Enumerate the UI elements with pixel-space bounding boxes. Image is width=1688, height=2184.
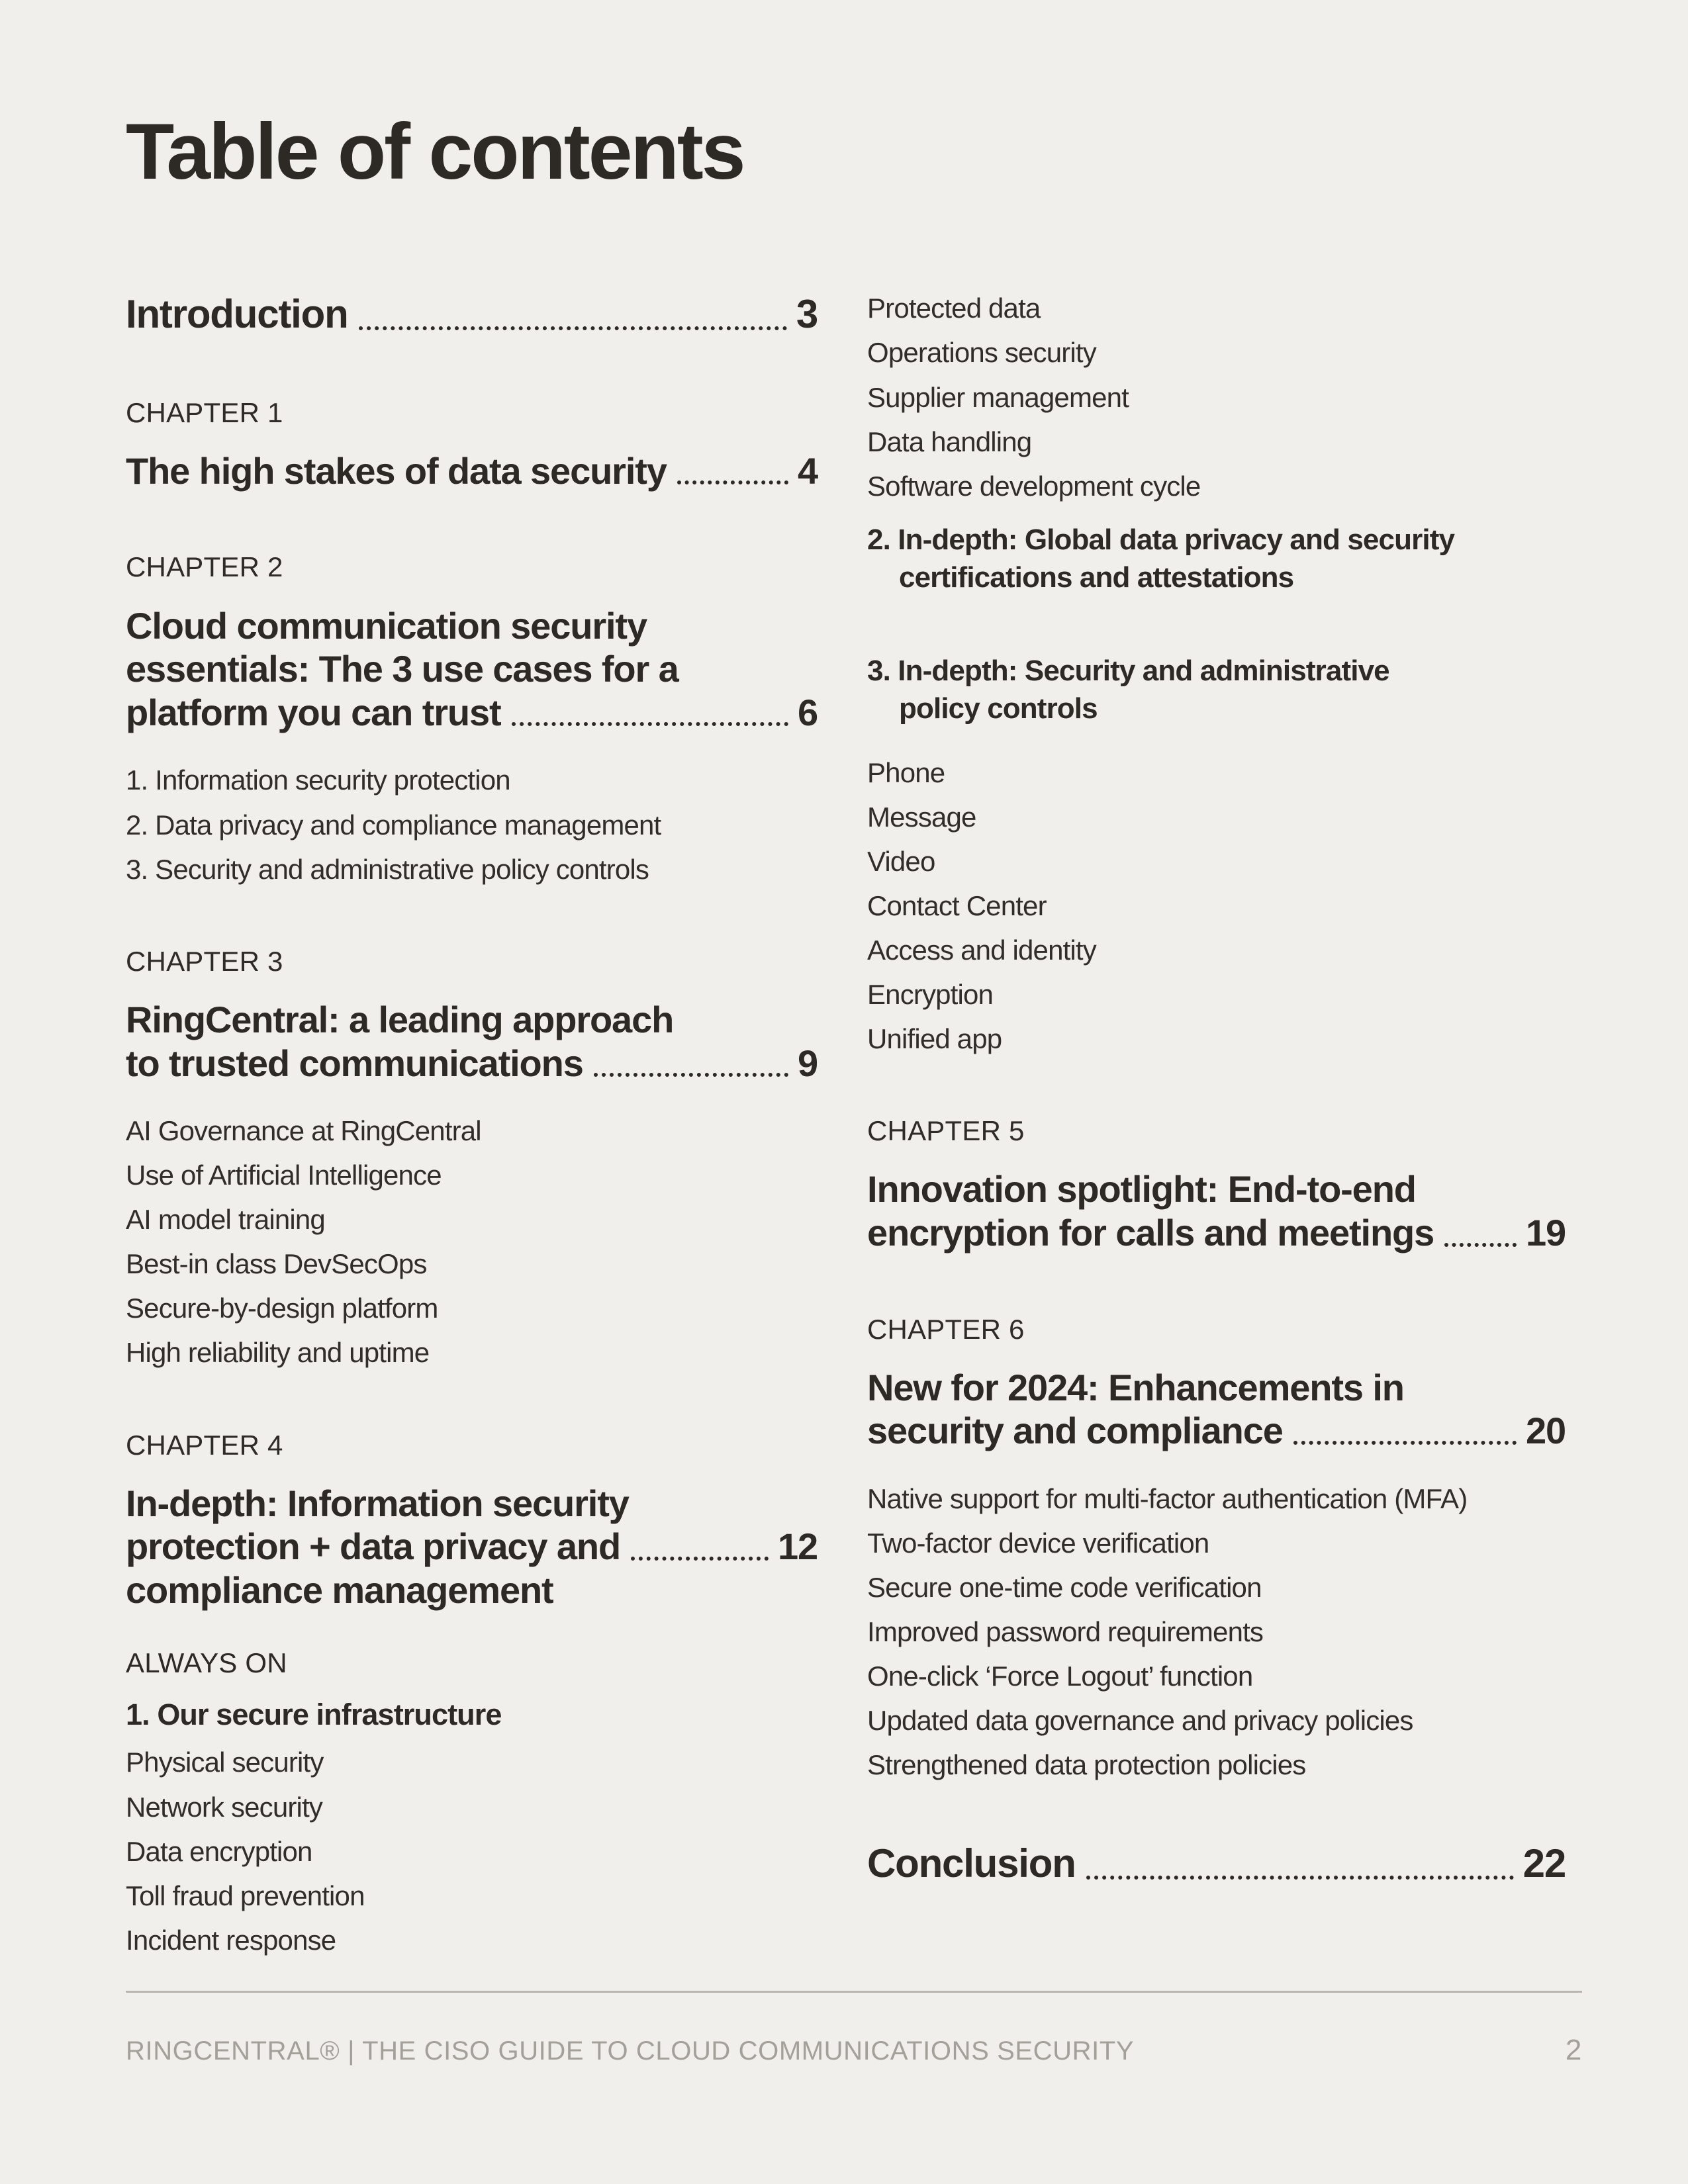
toc-subitem: Best-in class DevSecOps bbox=[126, 1248, 427, 1280]
dot-leader bbox=[1293, 1441, 1517, 1445]
chapter3-subitems bbox=[126, 1114, 818, 1370]
bold-line1: 2. In-depth: Global data privacy and security bbox=[867, 523, 1455, 556]
always-on-kicker: ALWAYS ON bbox=[126, 1647, 287, 1679]
toc-columns bbox=[126, 291, 1566, 1967]
toc-entry-conclusion[interactable] bbox=[867, 1841, 1566, 1887]
toc-entry-label: Conclusion bbox=[867, 1841, 1076, 1886]
toc-subitem: 2. Data privacy and compliance management bbox=[126, 809, 661, 841]
chapter3-kicker: CHAPTER 3 bbox=[126, 945, 283, 977]
toc-subitem: One-click ‘Force Logout’ function bbox=[867, 1661, 1253, 1692]
chapter6-subitems bbox=[867, 1482, 1566, 1783]
bold-line2: certifications and attestations bbox=[899, 561, 1294, 594]
chapter2-title-line1: Cloud communication security bbox=[126, 604, 647, 647]
column-left bbox=[126, 291, 818, 1967]
footer-document-title: RINGCENTRAL® | THE CISO GUIDE TO CLOUD COMMUNICATIONS SECURITY bbox=[126, 2036, 1135, 2066]
footer-page-number: 2 bbox=[1565, 2034, 1582, 2066]
chapter4-kicker: CHAPTER 4 bbox=[126, 1429, 283, 1461]
toc-entry-chapter5[interactable] bbox=[867, 1167, 1566, 1254]
toc-subitem: 3. Security and administrative policy controls bbox=[126, 853, 649, 885]
chapter3-title-line2-row bbox=[126, 1042, 818, 1085]
chapter4-subitems-continued bbox=[867, 291, 1566, 503]
toc-subitem: Use of Artificial Intelligence bbox=[126, 1160, 442, 1191]
chapter2-title-line3-row bbox=[126, 691, 818, 735]
dot-leader bbox=[594, 1073, 788, 1077]
chapter3-title-line2: to trusted communications bbox=[126, 1042, 583, 1084]
page-title: Table of contents bbox=[126, 107, 744, 196]
toc-subitem: Encryption bbox=[867, 978, 994, 1010]
toc-subitem: Message bbox=[867, 801, 976, 833]
toc-entry-chapter1[interactable] bbox=[126, 449, 818, 493]
page-number: 19 bbox=[1525, 1211, 1566, 1253]
toc-subitem: Data handling bbox=[867, 426, 1032, 457]
toc-subitem: Software development cycle bbox=[867, 470, 1201, 502]
toc-subitem: Operations security bbox=[867, 337, 1096, 369]
toc-entry-chapter3[interactable] bbox=[126, 998, 818, 1085]
chapter5-title-line2: encryption for calls and meetings bbox=[867, 1211, 1434, 1253]
toc-subitem: AI model training bbox=[126, 1204, 325, 1236]
toc-subitem: 1. Information security protection bbox=[126, 764, 510, 796]
page-number: 3 bbox=[796, 292, 818, 337]
chapter6-title-line2-row bbox=[867, 1409, 1566, 1453]
chapter4-title-line1: In-depth: Information security bbox=[126, 1482, 629, 1524]
toc-subitem: Incident response bbox=[126, 1924, 336, 1956]
chapter4-title-line3: compliance management bbox=[126, 1569, 553, 1611]
dot-leader bbox=[359, 326, 787, 330]
toc-subitem: Secure one-time code verification bbox=[867, 1572, 1262, 1604]
chapter1-kicker: CHAPTER 1 bbox=[126, 396, 283, 428]
toc-subitem: Protected data bbox=[867, 293, 1041, 324]
toc-subitem: High reliability and uptime bbox=[126, 1337, 430, 1369]
dot-leader bbox=[1444, 1243, 1517, 1247]
toc-subitem: Contact Center bbox=[867, 889, 1047, 921]
page-number: 22 bbox=[1523, 1841, 1566, 1886]
toc-subitem: Supplier management bbox=[867, 381, 1129, 413]
page-number: 12 bbox=[777, 1525, 818, 1568]
page-number: 9 bbox=[797, 1042, 818, 1084]
toc-entry-label: The high stakes of data security bbox=[126, 449, 667, 492]
toc-entry-chapter6[interactable] bbox=[867, 1366, 1566, 1453]
toc-subitem: Network security bbox=[126, 1791, 322, 1823]
toc-entry-chapter4[interactable] bbox=[126, 1482, 818, 1612]
page-number: 20 bbox=[1525, 1410, 1566, 1452]
toc-subitem: Toll fraud prevention bbox=[126, 1880, 365, 1911]
toc-subitem: Phone bbox=[867, 756, 945, 788]
page-number: 6 bbox=[797, 691, 818, 733]
toc-subitem: Access and identity bbox=[867, 934, 1096, 966]
toc-entry-label: Introduction bbox=[126, 292, 348, 337]
dot-leader bbox=[677, 480, 788, 484]
toc-subitem-bold-global-privacy bbox=[867, 521, 1566, 596]
chapter3-title-line1: RingCentral: a leading approach bbox=[126, 999, 674, 1041]
page-footer bbox=[126, 1991, 1582, 2067]
toc-subitem: Secure-by-design platform bbox=[126, 1293, 438, 1324]
chapter5-title-line1: Innovation spotlight: End-to-end bbox=[867, 1168, 1416, 1210]
chapter6-title-line1: New for 2024: Enhancements in bbox=[867, 1366, 1404, 1408]
chapter2-kicker: CHAPTER 2 bbox=[126, 551, 283, 583]
toc-subitem: Updated data governance and privacy policies bbox=[867, 1705, 1413, 1737]
toc-subitem: Strengthened data protection policies bbox=[867, 1749, 1306, 1781]
dot-leader bbox=[512, 722, 788, 726]
bold-line2: policy controls bbox=[899, 692, 1098, 725]
toc-subitem: Improved password requirements bbox=[867, 1616, 1264, 1648]
chapter2-subitems bbox=[126, 763, 818, 886]
toc-subitem: AI Governance at RingCentral bbox=[126, 1115, 481, 1147]
chapter2-title-line2: essentials: The 3 use cases for a bbox=[126, 648, 679, 690]
toc-subitem-bold: 1. Our secure infrastructure bbox=[126, 1698, 502, 1732]
toc-subitem: Unified app bbox=[867, 1023, 1002, 1054]
chapter6-kicker: CHAPTER 6 bbox=[867, 1313, 1025, 1345]
chapter4-title-line2: protection + data privacy and bbox=[126, 1525, 621, 1568]
toc-subitem: Data encryption bbox=[126, 1835, 312, 1867]
column-right bbox=[867, 291, 1566, 1887]
toc-entry-chapter2[interactable] bbox=[126, 604, 818, 735]
chapter4-subitems bbox=[126, 1745, 818, 1957]
dot-leader bbox=[1086, 1876, 1514, 1880]
toc-subitem: Native support for multi-factor authentication (MFA) bbox=[867, 1482, 1468, 1514]
page-number: 4 bbox=[797, 449, 818, 492]
toc-subitem-bold-policy-controls bbox=[867, 652, 1566, 727]
toc-subitem: Video bbox=[867, 845, 935, 877]
toc-subitem: Physical security bbox=[126, 1747, 324, 1778]
chapter2-title-line3: platform you can trust bbox=[126, 691, 501, 733]
chapter4-title-line2-row bbox=[126, 1525, 818, 1569]
bold-line1: 3. In-depth: Security and administrative bbox=[867, 655, 1389, 688]
toc-entry-introduction[interactable] bbox=[126, 291, 818, 338]
dot-leader bbox=[631, 1557, 769, 1561]
chapter5-kicker: CHAPTER 5 bbox=[867, 1115, 1025, 1147]
toc-subitem: Two-factor device verification bbox=[867, 1527, 1209, 1559]
chapter6-title-line2: security and compliance bbox=[867, 1410, 1283, 1452]
chapter5-title-line2-row bbox=[867, 1211, 1566, 1255]
policy-controls-subitems bbox=[867, 756, 1566, 1057]
